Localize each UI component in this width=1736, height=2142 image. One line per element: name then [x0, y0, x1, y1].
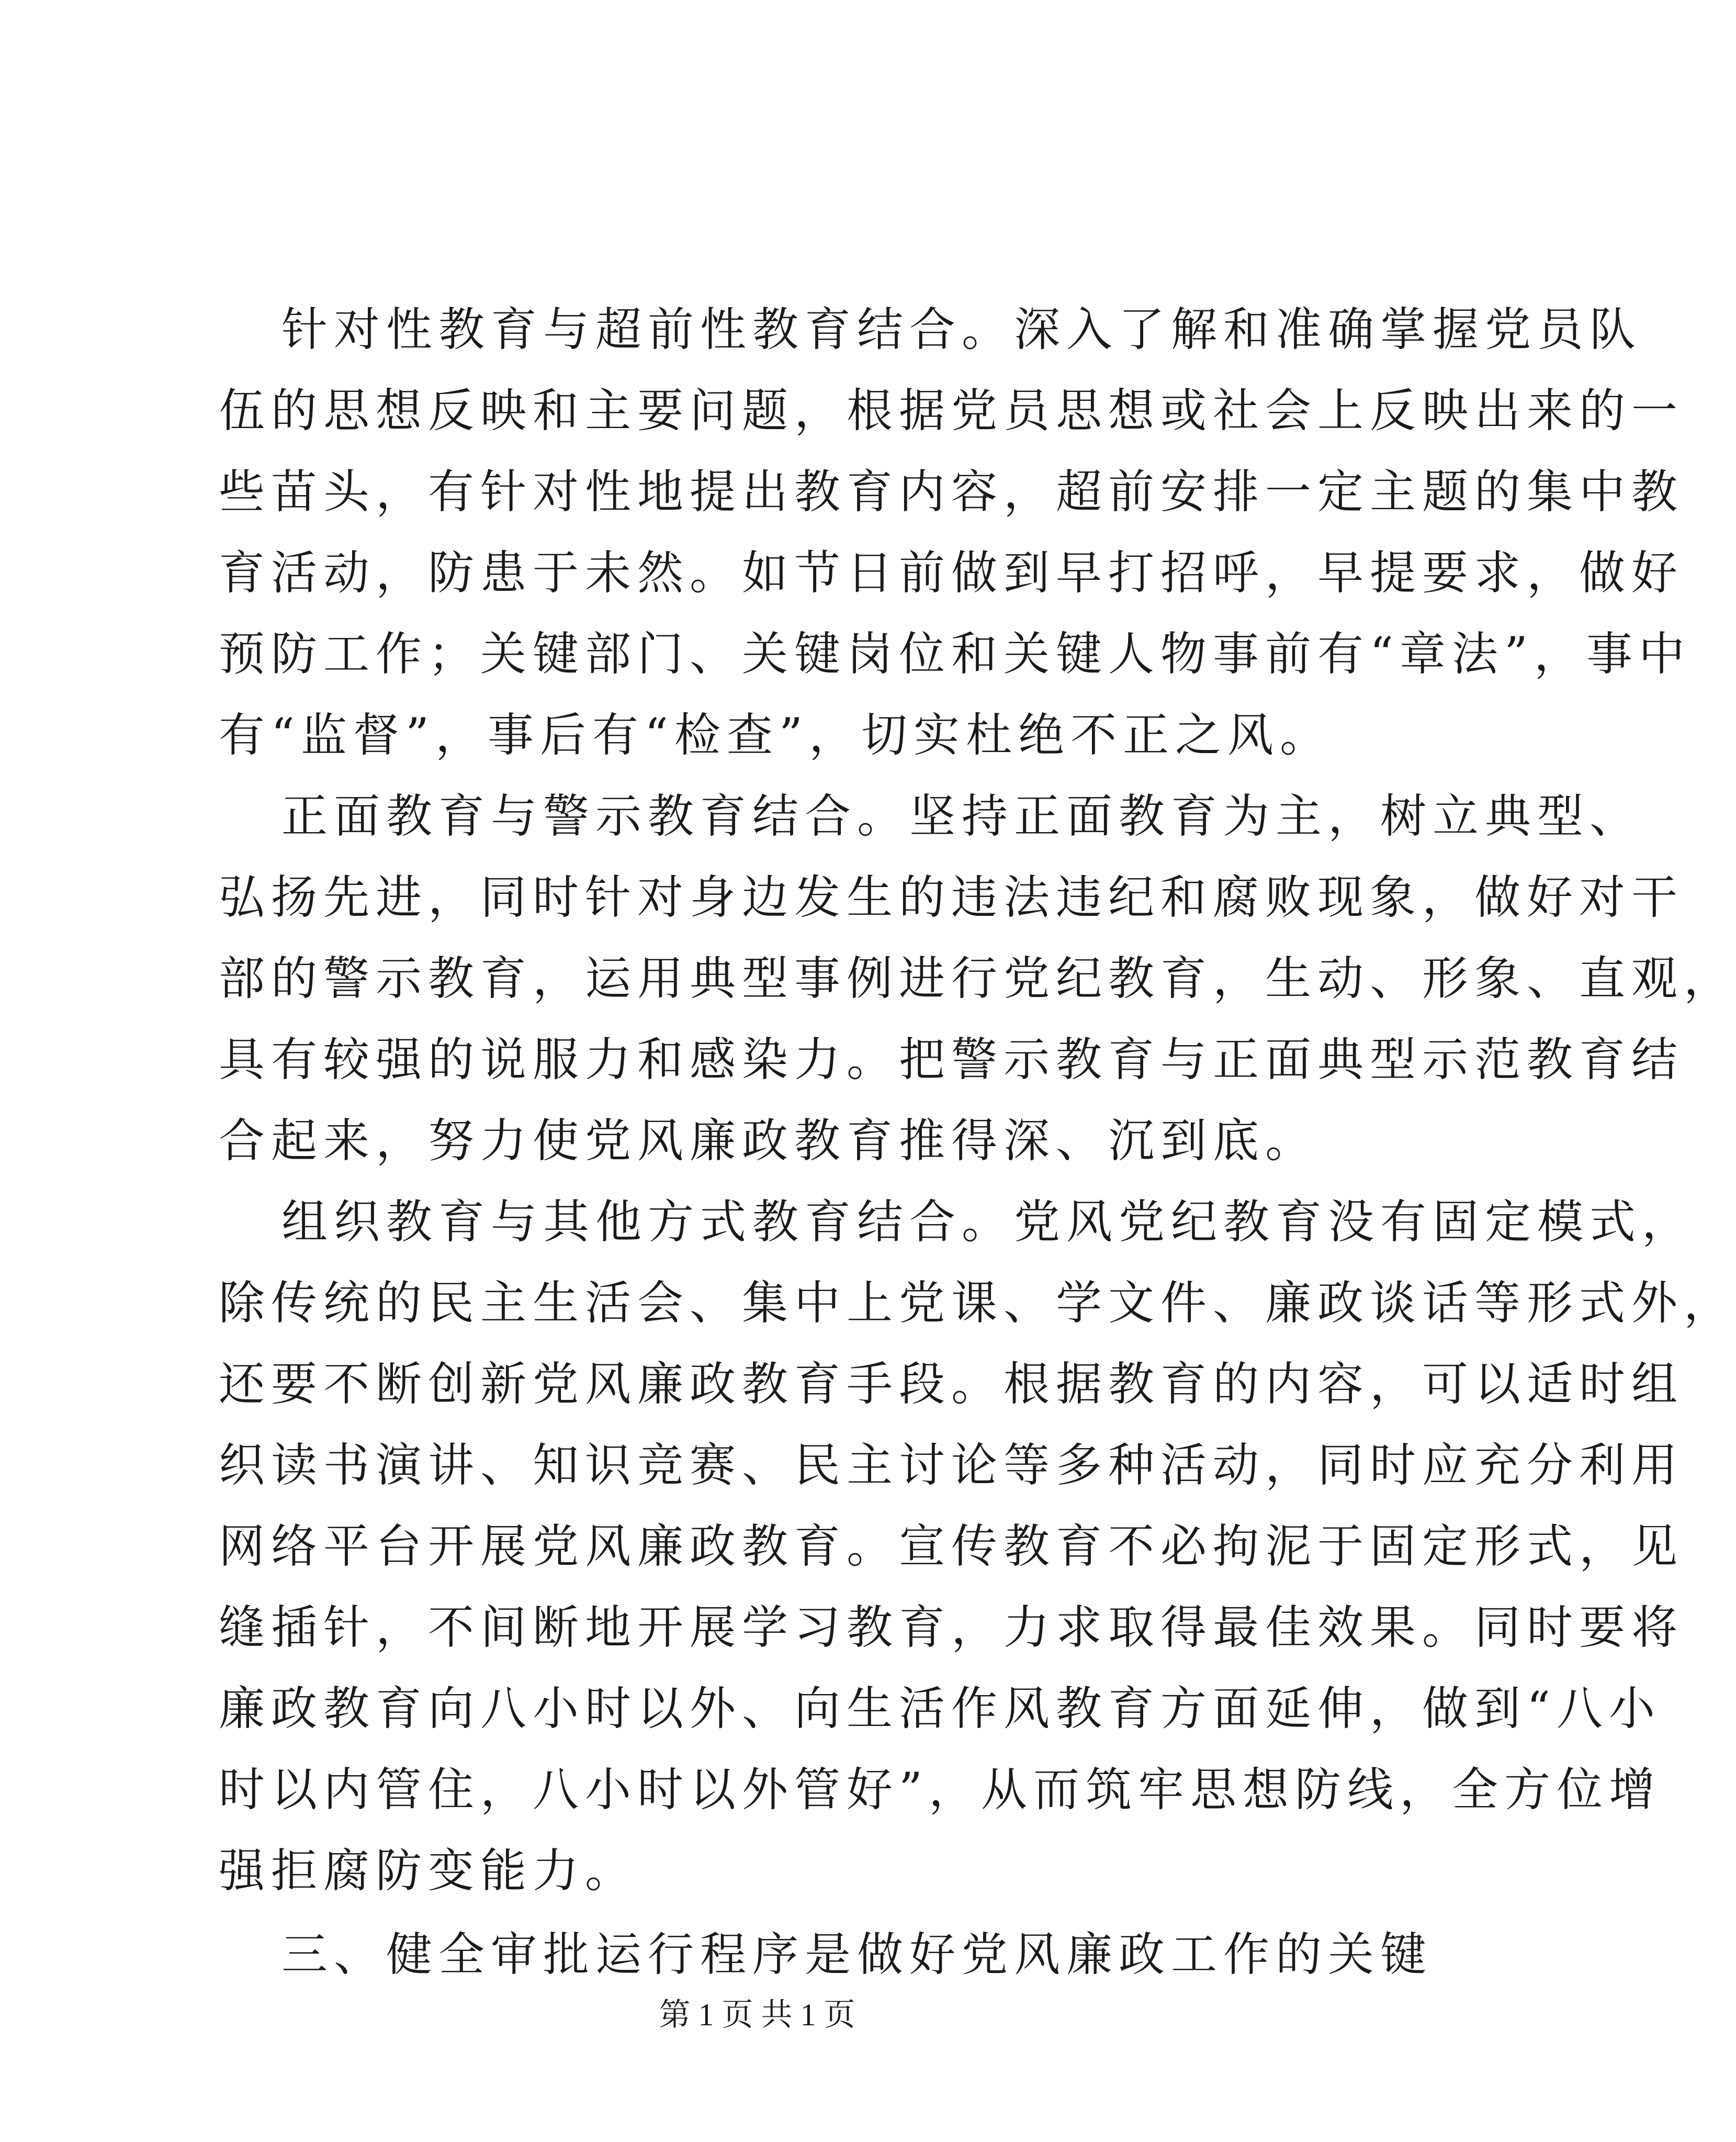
paragraph-1-line-3: 些苗头，有针对性地提出教育内容，超前安排一定主题的集中教 [219, 465, 1684, 519]
paragraph-1-line-4: 育活动，防患于未然。如节日前做到早打招呼，早提要求，做好 [219, 546, 1684, 600]
paragraph-1-line-6: 有“监督”，事后有“检查”，切实杜绝不正之风。 [219, 708, 1332, 762]
paragraph-1-line-1: 针对性教育与超前性教育结合。深入了解和准确掌握党员队 [281, 302, 1642, 356]
paragraph-2-line-5: 合起来，努力使党风廉政教育推得深、沉到底。 [219, 1114, 1318, 1168]
paragraph-2-line-1: 正面教育与警示教育结合。坚持正面教育为主，树立典型、 [281, 789, 1642, 843]
paragraph-3-line-1: 组织教育与其他方式教育结合。党风党纪教育没有固定模式， [281, 1195, 1695, 1249]
paragraph-2-line-2: 弘扬先进，同时针对身边发生的违法违纪和腐败现象，做好对干 [219, 870, 1684, 924]
paragraph-1-line-2: 伍的思想反映和主要问题，根据党员思想或社会上反映出来的一 [219, 384, 1684, 438]
paragraph-3-line-5: 网络平台开展党风廉政教育。宣传教育不必拘泥于固定形式，见 [219, 1519, 1684, 1573]
paragraph-3-line-4: 织读书演讲、知识竞赛、民主讨论等多种活动，同时应充分利用 [219, 1438, 1684, 1492]
paragraph-3-line-8: 时以内管住，八小时以外管好”，从而筑牢思想防线，全方位增 [219, 1763, 1661, 1816]
paragraph-3-line-6: 缝插针，不间断地开展学习教育，力求取得最佳效果。同时要将 [219, 1600, 1684, 1654]
paragraph-3-line-9: 强拒腐防变能力。 [219, 1844, 638, 1898]
paragraph-3-line-7: 廉政教育向八小时以外、向生活作风教育方面延伸，做到“八小 [219, 1681, 1661, 1735]
section-heading: 三、健全审批运行程序是做好党风廉政工作的关键 [281, 1927, 1433, 1981]
paragraph-2-line-4: 具有较强的说服力和感染力。把警示教育与正面典型示范教育结 [219, 1033, 1684, 1086]
paragraph-3-line-3: 还要不断创新党风廉政教育手段。根据教育的内容，可以适时组 [219, 1357, 1684, 1411]
paragraph-3-line-2: 除传统的民主生活会、集中上党课、学文件、廉政谈话等形式外， [219, 1276, 1736, 1330]
paragraph-1-line-5: 预防工作；关键部门、关键岗位和关键人物事前有“章法”，事中 [219, 627, 1691, 681]
page-footer: 第 1 页 共 1 页 [659, 1998, 855, 2032]
paragraph-2-line-3: 部的警示教育，运用典型事例进行党纪教育，生动、形象、直观， [219, 951, 1736, 1005]
